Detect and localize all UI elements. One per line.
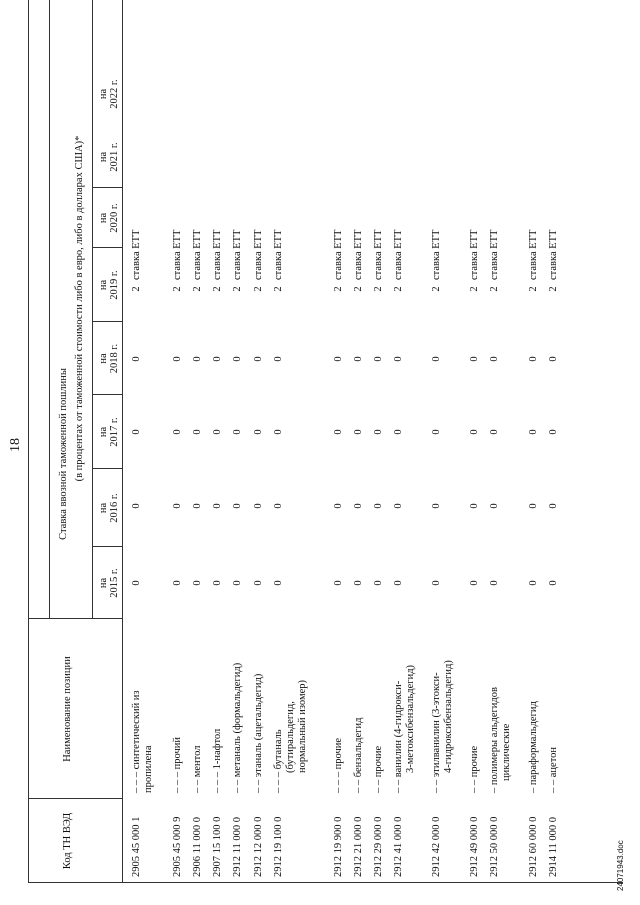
ett-rate-cell: ставка ЕТТ (489, 229, 500, 280)
ett-rate-cell: ставка ЕТТ (469, 229, 480, 280)
rate-cell: 2 (273, 286, 284, 292)
rate-cell: 0 (131, 580, 142, 586)
rate-cell: 0 (253, 356, 264, 362)
year-header: на 2017 г. (98, 417, 120, 447)
name-cell: – параформальдегид (528, 701, 539, 793)
code-cell: 2912 19 100 0 (273, 816, 284, 877)
rate-cell: 0 (528, 503, 539, 509)
rate-cell: 0 (489, 429, 500, 435)
ett-rate-cell: ставка ЕТТ (273, 229, 284, 280)
name-column-header: Наименование позиции (62, 656, 73, 762)
year-header: на 2019 г. (98, 270, 120, 300)
rate-cell: 0 (393, 356, 404, 362)
rate-cell: 0 (172, 356, 183, 362)
rate-cell: 0 (469, 580, 480, 586)
code-cell: 2912 12 000 0 (253, 816, 264, 877)
rate-cell: 0 (131, 429, 142, 435)
year-header: на 2022 г. (98, 79, 120, 109)
ett-rate-cell: ставка ЕТТ (192, 229, 203, 280)
rate-cell: 0 (373, 580, 384, 586)
rate-cell: 2 (232, 286, 243, 292)
rate-cell: 2 (528, 286, 539, 292)
name-cell: – – ванилин (4-гидрокси- 3-метоксибензальдегид) (393, 664, 416, 793)
name-cell: – – – прочий (172, 737, 183, 793)
name-cell: – – – 1-нафтол (212, 728, 223, 793)
rate-cell: 0 (489, 503, 500, 509)
rate-cell: 0 (253, 429, 264, 435)
rate-cell: 2 (469, 286, 480, 292)
ett-rate-cell: ставка ЕТТ (373, 229, 384, 280)
rate-cell: 0 (431, 580, 442, 586)
table-rule (28, 798, 123, 799)
rate-cell: 2 (172, 286, 183, 292)
code-cell: 2912 19 900 0 (333, 816, 344, 877)
name-cell: – полимеры альдегидов циклические (489, 687, 512, 793)
name-cell: – – этилванилин (3-этокси- 4-гидроксибензальдегид) (431, 660, 454, 793)
rate-cell: 0 (333, 429, 344, 435)
rate-cell: 0 (232, 580, 243, 586)
code-cell: 2912 42 000 0 (431, 816, 442, 877)
ett-rate-cell: ставка ЕТТ (333, 229, 344, 280)
rate-cell: 2 (393, 286, 404, 292)
ett-rate-cell: ставка ЕТТ (172, 229, 183, 280)
year-header: на 2015 г. (98, 568, 120, 598)
rate-cell: 0 (373, 356, 384, 362)
rate-cell: 0 (212, 580, 223, 586)
table-rule (122, 0, 123, 883)
rate-cell: 2 (489, 286, 500, 292)
document-id: 24071943.doc (616, 840, 625, 891)
rate-cell: 0 (548, 503, 559, 509)
year-header: на 2016 г. (98, 493, 120, 523)
rate-cell: 0 (393, 503, 404, 509)
rate-subtitle: (в процентах от таможенной стоимости либо в евро, либо в долларах США)* (74, 135, 85, 482)
year-header: на 2018 г. (98, 343, 120, 374)
table-rule (28, 882, 623, 883)
rate-cell: 2 (192, 286, 203, 292)
ett-rate-cell: ставка ЕТТ (548, 229, 559, 280)
rate-cell: 0 (548, 580, 559, 586)
name-cell: – – – синтетический из пропилена (131, 690, 154, 793)
rate-cell: 0 (253, 580, 264, 586)
rate-cell: 0 (253, 503, 264, 509)
name-cell: – – – прочие (333, 737, 344, 793)
code-cell: 2912 21 000 0 (353, 816, 364, 877)
rate-cell: 0 (131, 503, 142, 509)
rate-cell: 0 (192, 429, 203, 435)
rate-cell: 0 (172, 580, 183, 586)
code-cell: 2912 49 000 0 (469, 816, 480, 877)
rate-cell: 2 (373, 286, 384, 292)
code-cell: 2907 15 100 0 (212, 816, 223, 877)
rate-title: Ставка ввозной таможенной пошлины (58, 368, 69, 540)
code-cell: 2905 45 000 1 (131, 816, 142, 877)
rate-cell: 0 (353, 580, 364, 586)
rate-cell: 0 (489, 580, 500, 586)
ett-rate-cell: ставка ЕТТ (212, 229, 223, 280)
name-cell: – – прочие (373, 745, 384, 793)
code-cell: 2912 11 000 0 (232, 817, 243, 877)
code-cell: 2912 50 000 0 (489, 816, 500, 877)
rate-cell: 0 (431, 356, 442, 362)
code-cell: 2912 60 000 0 (528, 816, 539, 877)
name-cell: – – ацетон (548, 746, 559, 793)
rate-cell: 0 (528, 580, 539, 586)
year-header: на 2021 г. (98, 142, 120, 172)
table-rule (49, 0, 50, 619)
rate-cell: 0 (192, 580, 203, 586)
rate-cell: 0 (172, 429, 183, 435)
table-rule (28, 0, 29, 883)
ett-rate-cell: ставка ЕТТ (353, 229, 364, 280)
code-cell: 2906 11 000 0 (192, 817, 203, 877)
rate-cell: 0 (172, 503, 183, 509)
rate-cell: 0 (232, 503, 243, 509)
rate-cell: 0 (548, 356, 559, 362)
ett-rate-cell: ставка ЕТТ (528, 229, 539, 280)
rate-cell: 0 (353, 503, 364, 509)
rate-cell: 0 (528, 429, 539, 435)
rate-cell: 2 (131, 286, 142, 292)
rate-cell: 0 (469, 356, 480, 362)
name-cell: – – бензальдегид (353, 717, 364, 793)
rate-cell: 0 (273, 503, 284, 509)
rate-cell: 0 (489, 356, 500, 362)
rate-cell: 0 (353, 356, 364, 362)
rate-cell: 0 (431, 503, 442, 509)
rate-cell: 0 (212, 429, 223, 435)
rate-cell: 0 (373, 503, 384, 509)
rate-cell: 2 (253, 286, 264, 292)
name-cell: – – ментол (192, 745, 203, 793)
rate-cell: 0 (192, 356, 203, 362)
ett-rate-cell: ставка ЕТТ (393, 229, 404, 280)
rate-cell: 0 (232, 429, 243, 435)
code-cell: 2912 29 000 0 (373, 816, 384, 877)
rate-cell: 0 (273, 356, 284, 362)
rate-cell: 0 (528, 356, 539, 362)
rate-cell: 0 (212, 503, 223, 509)
ett-rate-cell: ставка ЕТТ (131, 229, 142, 280)
rate-cell: 0 (333, 356, 344, 362)
rate-cell: 0 (373, 429, 384, 435)
rate-cell: 0 (333, 580, 344, 586)
rate-cell: 2 (431, 286, 442, 292)
rate-cell: 0 (273, 580, 284, 586)
code-cell: 2914 11 000 0 (548, 817, 559, 877)
rate-cell: 0 (131, 356, 142, 362)
ett-rate-cell: ставка ЕТТ (232, 229, 243, 280)
rate-cell: 0 (192, 503, 203, 509)
ett-rate-cell: ставка ЕТТ (431, 229, 442, 280)
rate-cell: 2 (548, 286, 559, 292)
name-cell: – – этаналь (ацетальдегид) (253, 673, 264, 793)
page-number: 18 (8, 438, 23, 452)
name-cell: – – метаналь (формальдегид) (232, 662, 243, 793)
code-cell: 2912 41 000 0 (393, 816, 404, 877)
year-header: на 2020 г. (98, 203, 120, 233)
table-rule (92, 0, 93, 619)
rate-cell: 0 (273, 429, 284, 435)
rate-cell: 2 (353, 286, 364, 292)
rate-cell: 0 (548, 429, 559, 435)
rate-cell: 0 (353, 429, 364, 435)
rate-cell: 0 (232, 356, 243, 362)
rate-cell: 0 (431, 429, 442, 435)
code-column-header: Код ТН ВЭД (62, 812, 73, 870)
name-cell: – – – бутаналь (бутиральдегид, нормальный изомер) (273, 679, 308, 793)
rate-cell: 0 (393, 429, 404, 435)
rate-cell: 2 (333, 286, 344, 292)
rate-cell: 0 (212, 356, 223, 362)
name-cell: – – прочие (469, 745, 480, 793)
rate-cell: 0 (393, 580, 404, 586)
ett-rate-cell: ставка ЕТТ (253, 229, 264, 280)
rate-cell: 2 (212, 286, 223, 292)
rate-cell: 0 (469, 503, 480, 509)
rate-cell: 0 (333, 503, 344, 509)
code-cell: 2905 45 000 9 (172, 816, 183, 877)
rate-cell: 0 (469, 429, 480, 435)
